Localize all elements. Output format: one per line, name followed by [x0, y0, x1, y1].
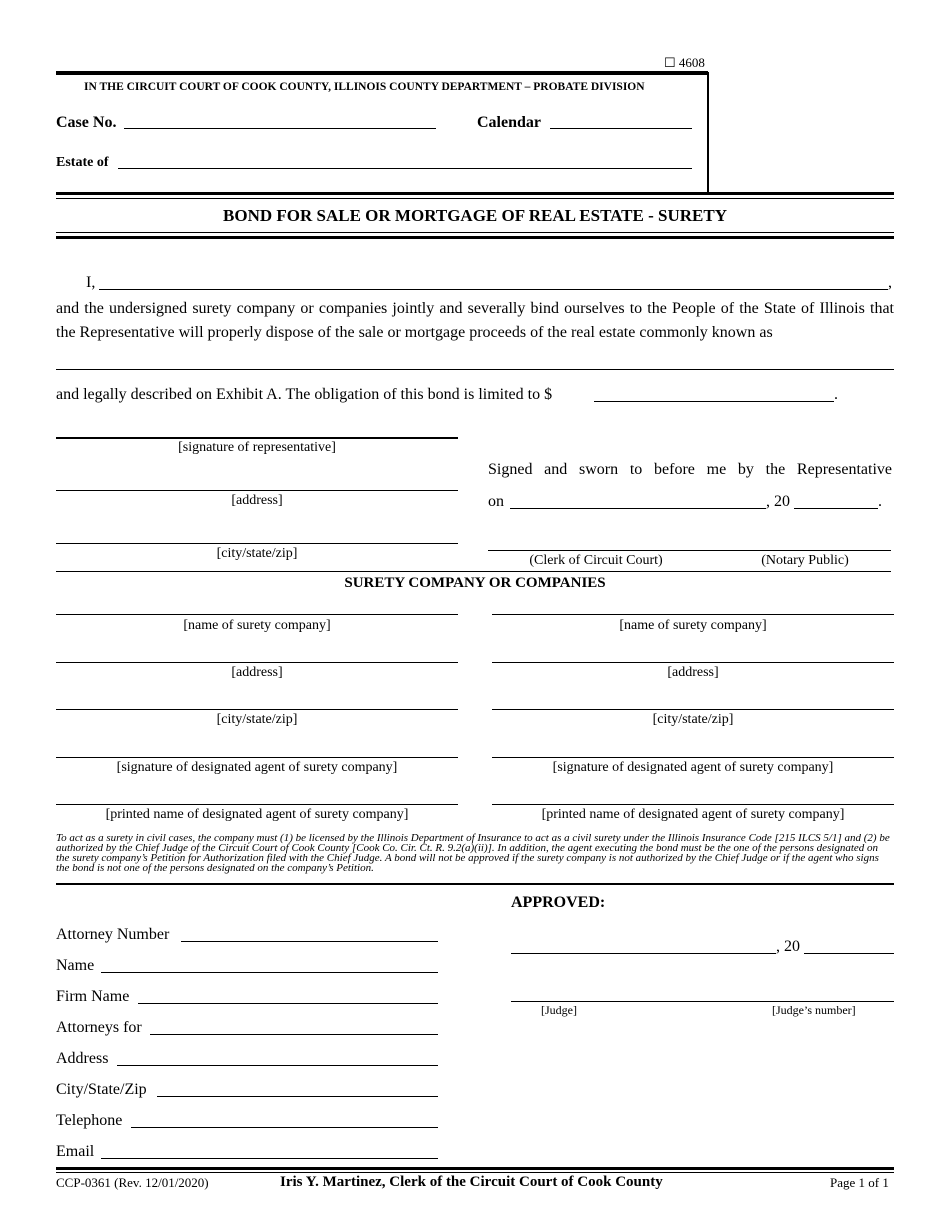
- title-top-rule-thin: [56, 198, 894, 199]
- sworn-date-field[interactable]: [510, 508, 766, 509]
- approved-year-prefix: , 20: [776, 938, 800, 955]
- judge-label: [Judge]: [541, 1003, 577, 1017]
- sworn-year-field[interactable]: [794, 508, 878, 509]
- surety1-signature-field[interactable]: [56, 757, 458, 758]
- surety1-printed-label: [printed name of designated agent of surety company]: [105, 807, 409, 822]
- representative-name-field[interactable]: [99, 289, 888, 290]
- surety-fine-print: To act as a surety in civil cases, the company must (1) be licensed by the Illinois Department of Insurance to act as a civil surety under the Illinois Insurance Code [215 ILCS 5/1] and (2) be authorized by the Chief Judge of the Circuit Court of Cook County [Cook Co. Cir. Ct. R. 9.2(a)(ii)]. In addition, the agent executing the bond must be the one of the persons designated on the surety company’s Petition for Authorization filed with the Chief Judge. A bond will not be approved if the surety company is not authorized by the Chief Judge or if the agent who signs the bond is not one of the persons designated on the company’s Petition.: [56, 832, 890, 874]
- attorney-address-label: Address: [56, 1050, 109, 1067]
- sworn-on-label: on: [488, 493, 504, 510]
- page-title: BOND FOR SALE OR MORTGAGE OF REAL ESTATE - SURETY: [223, 206, 727, 225]
- fine-print-bottom-rule: [56, 883, 894, 885]
- sworn-year-prefix: , 20: [766, 493, 790, 510]
- title-bottom-rule-thick: [56, 236, 894, 239]
- attorney-address-field[interactable]: [117, 1065, 438, 1066]
- attorney-city-field[interactable]: [157, 1096, 438, 1097]
- firm-name-label: Firm Name: [56, 988, 130, 1005]
- attorney-name-label: Name: [56, 957, 95, 974]
- attorney-name-field[interactable]: [101, 972, 438, 973]
- i-label: I,: [86, 274, 96, 291]
- surety2-city-field[interactable]: [492, 709, 894, 710]
- footer-rule-thin: [56, 1172, 894, 1173]
- email-field[interactable]: [101, 1158, 438, 1159]
- sworn-text: Signed and sworn to before me by the Representative: [488, 461, 892, 478]
- surety1-city-field[interactable]: [56, 709, 458, 710]
- surety1-name-field[interactable]: [56, 614, 458, 615]
- judge-number-label: [Judge’s number]: [772, 1003, 856, 1017]
- rep-city-field[interactable]: [56, 543, 458, 544]
- surety2-printed-field[interactable]: [492, 804, 894, 805]
- approved-label: APPROVED:: [511, 894, 606, 911]
- attorneys-for-label: Attorneys for: [56, 1019, 142, 1036]
- surety2-city-label: [city/state/zip]: [652, 712, 734, 727]
- form-checkbox-4608[interactable]: ☐ 4608: [664, 55, 705, 70]
- telephone-field[interactable]: [131, 1127, 438, 1128]
- rep-signature-label: [signature of representative]: [178, 440, 336, 455]
- estate-of-field[interactable]: [118, 168, 692, 169]
- footer-page-number: Page 1 of 1: [830, 1175, 889, 1190]
- email-label: Email: [56, 1143, 95, 1160]
- surety1-address-field[interactable]: [56, 662, 458, 663]
- surety2-signature-field[interactable]: [492, 757, 894, 758]
- case-no-field[interactable]: [124, 128, 436, 129]
- title-top-rule-thick: [56, 192, 894, 195]
- header-box-right-edge: [707, 72, 709, 194]
- bond-amount-field[interactable]: [594, 401, 834, 402]
- estate-of-label: Estate of: [56, 155, 109, 170]
- attorney-number-field[interactable]: [181, 941, 438, 942]
- property-address-field[interactable]: [56, 369, 894, 370]
- attorneys-for-field[interactable]: [150, 1034, 438, 1035]
- approved-year-field[interactable]: [804, 953, 894, 954]
- case-no-label: Case No.: [56, 114, 117, 131]
- surety2-signature-label: [signature of designated agent of surety company]: [552, 760, 834, 775]
- surety1-name-label: [name of surety company]: [183, 618, 331, 633]
- surety2-name-label: [name of surety company]: [619, 618, 767, 633]
- surety1-signature-label: [signature of designated agent of surety company]: [116, 760, 398, 775]
- surety1-city-label: [city/state/zip]: [216, 712, 298, 727]
- intro-comma: ,: [888, 274, 892, 291]
- footer-form-id: CCP-0361 (Rev. 12/01/2020): [56, 1175, 209, 1190]
- surety2-address-label: [address]: [667, 665, 719, 680]
- legal-desc-text: and legally described on Exhibit A. The obligation of this bond is limited to $: [56, 386, 553, 403]
- rep-signature-field[interactable]: [56, 437, 458, 439]
- notary-label: (Notary Public): [761, 553, 849, 568]
- attorney-number-label: Attorney Number: [56, 926, 170, 943]
- footer-clerk: Iris Y. Martinez, Clerk of the Circuit Court of Cook County: [280, 1174, 663, 1190]
- approved-date-field[interactable]: [511, 953, 776, 954]
- clerk-notary-signature-field[interactable]: [488, 550, 891, 551]
- intro-paragraph: and the undersigned surety company or companies jointly and severally bind ourselves to the People of the State of Illinois that the Representative will properly dispose of the sale or mortgage proceeds of the real estate commonly known as: [56, 300, 894, 341]
- footer-rule-thick: [56, 1167, 894, 1170]
- rep-address-field[interactable]: [56, 490, 458, 491]
- surety2-address-field[interactable]: [492, 662, 894, 663]
- header-top-rule: [56, 71, 708, 75]
- firm-name-field[interactable]: [138, 1003, 438, 1004]
- surety1-printed-field[interactable]: [56, 804, 458, 805]
- surety2-printed-label: [printed name of designated agent of surety company]: [541, 807, 845, 822]
- telephone-label: Telephone: [56, 1112, 123, 1129]
- surety2-name-field[interactable]: [492, 614, 894, 615]
- court-header: IN THE CIRCUIT COURT OF COOK COUNTY, ILLINOIS COUNTY DEPARTMENT – PROBATE DIVISION: [84, 81, 645, 93]
- surety-heading-rule: [56, 571, 891, 572]
- calendar-field[interactable]: [550, 128, 692, 129]
- rep-city-label: [city/state/zip]: [216, 546, 298, 561]
- clerk-label: (Clerk of Circuit Court): [529, 553, 663, 568]
- attorney-city-label: City/State/Zip: [56, 1081, 147, 1098]
- title-bottom-rule-thin: [56, 232, 894, 233]
- sworn-period: .: [878, 493, 882, 510]
- judge-signature-field[interactable]: [511, 1001, 894, 1002]
- surety1-address-label: [address]: [231, 665, 283, 680]
- calendar-label: Calendar: [477, 114, 541, 131]
- rep-address-label: [address]: [231, 493, 283, 508]
- bond-amount-period: .: [834, 386, 838, 403]
- surety-heading: SURETY COMPANY OR COMPANIES: [344, 575, 606, 591]
